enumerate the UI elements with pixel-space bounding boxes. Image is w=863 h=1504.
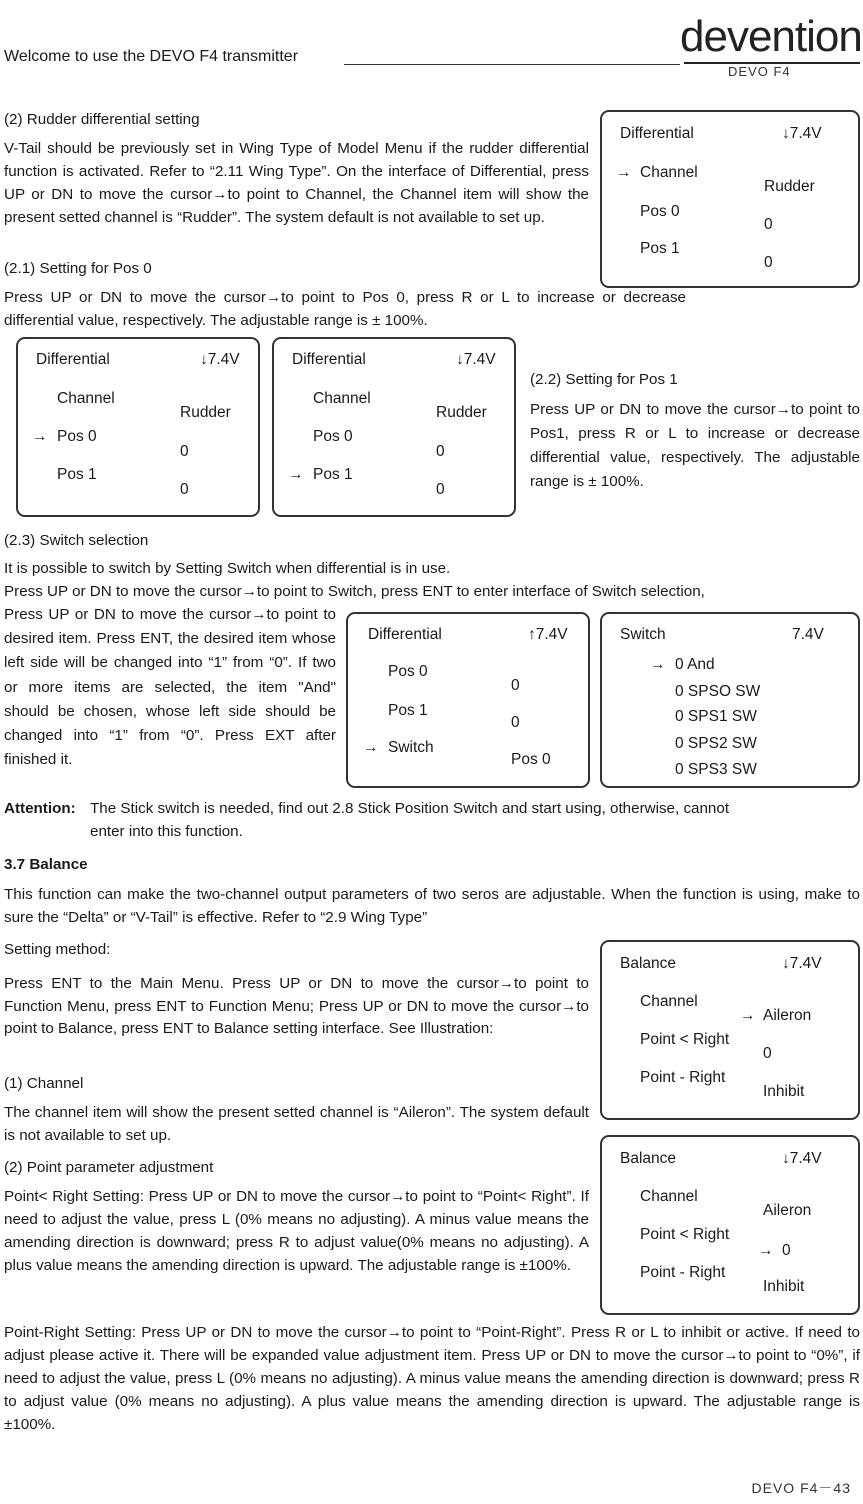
screen-title: Differential (36, 351, 110, 368)
rudder-body: V-Tail should be previously set in Wing Type of Model Menu if the rudder differential function is activated. Refer to “2.11 Wing Type”. On the interface of Differential, press UP or DN to move the cursor→to point to Channel, the Channel item will show the present setted channel is “Rudder”. The system default is not available to set up. (4, 140, 589, 226)
screen-balance-point (600, 1135, 860, 1315)
switch-item: 0 And (675, 656, 715, 673)
method-body: Press ENT to the Main Menu. Press UP or DN to move the cursor→to point to Function Menu, press ENT to Function Menu; Press UP or DN to move the cursor→to point to Balance, press ENT to Balance setting interface. See Illustration: (4, 975, 589, 1037)
row-label: Point < Right (640, 1226, 730, 1243)
row-value: 0 (511, 677, 520, 694)
cursor-arrow-icon: → (740, 1007, 756, 1024)
battery-voltage: 7.4V (792, 626, 824, 643)
row-value: 0 (180, 481, 189, 498)
pos1-heading: (2.2) Setting for Pos 1 (530, 371, 678, 388)
pos1-body: Press UP or DN to move the cursor→to point to Pos1, press R or L to increase or decrease differential value, respectively. The adjustable range is ± 100%. (530, 401, 860, 490)
row-value: Pos 0 (511, 751, 551, 768)
screen-diff-switch (346, 612, 590, 788)
row-value: 0 (511, 714, 520, 731)
balance-heading (4, 853, 88, 876)
battery-voltage: ↓7.4V (782, 955, 822, 972)
rudder-heading: (2) Rudder differential setting (4, 111, 200, 128)
switch-body: Press UP or DN to move the cursor→to point to desired item. Press ENT, the desired item whose left side will be changed into “1” from “0”. If two or more items are selected, the item "And" should be chosen, whose left side should be changed into “1” from “0”. Press EXT after finished it. (4, 606, 336, 769)
row-label: Pos 0 (388, 663, 428, 680)
row-label: Point - Right (640, 1069, 726, 1086)
row-label: Switch (388, 739, 434, 756)
screen-diff-pos0 (16, 337, 260, 517)
screen-title: Differential (368, 626, 442, 643)
balance-heading-text: 3.7 Balance (4, 856, 88, 873)
attention-line1: The Stick switch is needed, find out 2.8 Stick Position Switch and start using, otherwise, cannot (90, 800, 730, 817)
battery-voltage: ↓7.4V (200, 351, 240, 368)
row-value: Inhibit (763, 1083, 805, 1100)
screen-title: Balance (620, 955, 677, 972)
battery-voltage: ↑7.4V (528, 626, 568, 643)
row-label: Pos 1 (313, 466, 353, 483)
row-value: 0 (436, 481, 445, 498)
point-heading: (2) Point parameter adjustment (4, 1159, 214, 1176)
screen-title: Differential (620, 125, 694, 142)
header-rule (344, 64, 680, 65)
battery-voltage: ↓7.4V (782, 1150, 822, 1167)
row-value: Rudder (436, 404, 487, 421)
cursor-arrow-icon: → (758, 1242, 774, 1259)
screen-switch-list (600, 612, 860, 788)
row-label: Point < Right (640, 1031, 730, 1048)
method-heading: Setting method: (4, 941, 111, 958)
screen-title: Differential (292, 351, 366, 368)
switch-line1: It is possible to switch by Setting Switch when differential is in use. (4, 560, 451, 577)
switch-line2: Press UP or DN to move the cursor→to point to Switch, press ENT to enter interface of Switch selection, (4, 583, 705, 600)
switch-item: 0 SPS3 SW (675, 761, 757, 778)
battery-voltage: ↓7.4V (782, 125, 822, 142)
row-value: Aileron (763, 1202, 812, 1219)
switch-item: 0 SPS1 SW (675, 708, 757, 725)
row-value: 0 (180, 443, 189, 460)
balance-intro: This function can make the two-channel output parameters of two seros are adjustable. When the function is using, make to sure the “Delta” or “V-Tail” is effective. Refer to “2.9 Wing Type” (4, 886, 860, 926)
row-label: Point - Right (640, 1264, 726, 1281)
screen-diff-pos1 (272, 337, 516, 517)
attention-label (4, 797, 76, 820)
row-value: 0 (436, 443, 445, 460)
row-label: Pos 0 (313, 428, 353, 445)
cursor-arrow-icon: → (650, 656, 666, 673)
row-value: Aileron (763, 1007, 812, 1024)
row-label: Channel (640, 1188, 698, 1205)
pos0-heading: (2.1) Setting for Pos 0 (4, 260, 152, 277)
header-welcome: Welcome to use the DEVO F4 transmitter (4, 48, 299, 65)
row-value: 0 (764, 254, 773, 271)
row-value: 0 (764, 216, 773, 233)
pos0-body: Press UP or DN to move the cursor→to point to Pos 0, press R or L to increase or decrease differential value, respectively. The adjustable range is ± 100%. (4, 289, 686, 329)
row-value: 0 (763, 1045, 772, 1062)
row-value: Inhibit (763, 1278, 805, 1295)
switch-heading: (2.3) Switch selection (4, 532, 149, 549)
row-label: Pos 0 (57, 428, 97, 445)
row-value: Rudder (764, 178, 815, 195)
attention-label-text: Attention: (4, 800, 76, 817)
screen-title: Switch (620, 626, 666, 643)
devention-logo: devention (680, 12, 862, 61)
cursor-arrow-icon: → (288, 466, 304, 483)
screen-diff-channel (600, 110, 860, 288)
point-right-body: Point-Right Setting: Press UP or DN to move the cursor→to point to “Point-Right”. Press R or L to inhibit or active. If need to adjust please active it. There will be expanded value adjustment item. Press UP or DN to move the cursor→to point to “0%”, if need to adjust the value, press L (0% means no adjusting). A minus value means the amending direction is downward; press R to adjust value (0% means no adjusting). A plus value means the amending direction is upward. The adjustable range is ±100%. (4, 1324, 860, 1433)
point-body: Point< Right Setting: Press UP or DN to move the cursor→to point to “Point< Right”. If need to adjust the value, press L (0% means no adjusting). A minus value means the amending direction is downward; press R to adjust value(0% means no adjusting). A plus value means the amending direction is upward. The adjustable range is ±100%. (4, 1188, 589, 1274)
screen-title: Balance (620, 1150, 677, 1167)
row-value: Rudder (180, 404, 231, 421)
row-label: Pos 0 (640, 203, 680, 220)
attention-line2: enter into this function. (90, 823, 243, 840)
channel-heading: (1) Channel (4, 1075, 84, 1092)
cursor-arrow-icon: → (32, 428, 48, 445)
switch-item: 0 SPS2 SW (675, 735, 757, 752)
row-label: Pos 1 (640, 240, 680, 257)
row-label: Channel (640, 164, 698, 181)
screen-balance-channel (600, 940, 860, 1120)
channel-body: The channel item will show the present setted channel is “Aileron”. The system default is not available to set up. (4, 1104, 589, 1144)
row-value: 0 (782, 1242, 791, 1259)
cursor-arrow-icon: → (363, 739, 379, 756)
row-label: Channel (57, 390, 115, 407)
row-label: Pos 1 (57, 466, 97, 483)
cursor-arrow-icon: → (616, 164, 632, 181)
page-number: DEVO F4－43 (751, 1480, 851, 1496)
row-label: Channel (640, 993, 698, 1010)
battery-voltage: ↓7.4V (456, 351, 496, 368)
logo-model: DEVO F4 (728, 64, 791, 79)
row-label: Channel (313, 390, 371, 407)
switch-item: 0 SPSO SW (675, 683, 761, 700)
row-label: Pos 1 (388, 702, 428, 719)
